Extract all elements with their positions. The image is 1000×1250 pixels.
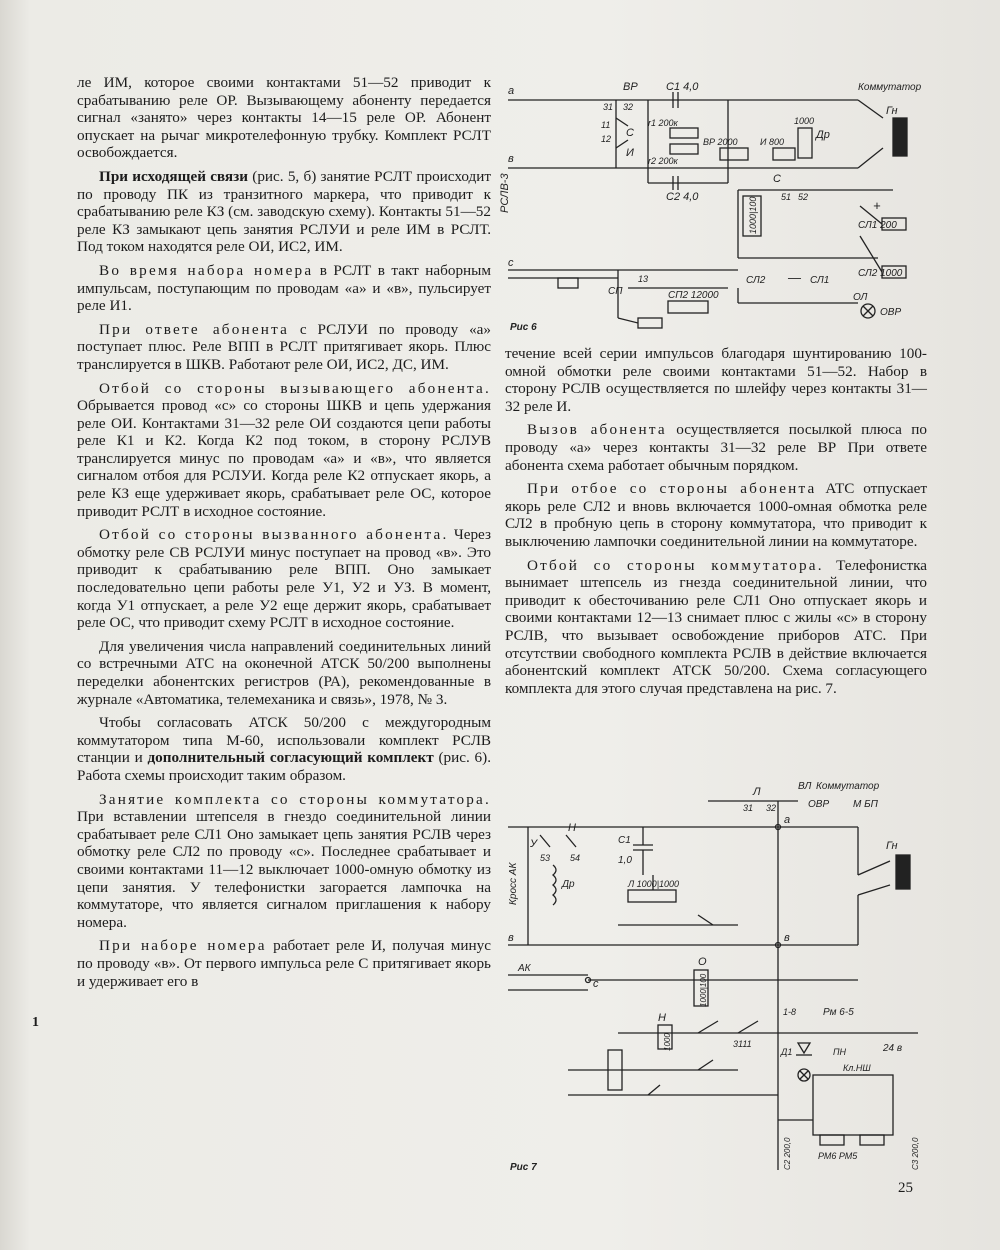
paragraph <box>77 714 491 784</box>
fig6-label-a: а <box>508 85 515 97</box>
fig6-label-vr: ВР <box>623 81 638 93</box>
fig7-label-o1000: 1000|100 <box>699 973 708 1007</box>
fig6-label-c-relay: 1000|100 <box>748 196 758 234</box>
paragraph-text: с РСЛУИ по проводу «а» поступает плюс. Реле ВПП в РСЛТ притягивает якорь. Плюс транслируется в ШКВ. Работают реле ОИ, ИС2, ДС, ИМ. <box>77 320 492 373</box>
paragraph <box>505 421 927 474</box>
page-number: 25 <box>898 1180 913 1196</box>
fig7-label-n: Н <box>568 822 576 834</box>
fig6-label-b: в <box>508 153 514 165</box>
spaced-lead: Отбой со стороны вызывающего абонента. <box>99 379 491 397</box>
paragraph-text: Телефонистка вынимает штепсель из гнезда соединительной линии, что приводит к обесточиванию реле СЛ1 Оно отпускает якорь и своими контактами 12—13 снимает плюс с жилы «с» в сторону РСЛВ, что вызывает освобождение приборов АТС. При отсутствии свободного комплекта РСЛВ в действие включается абонентский комплект АТСК 50/200. Схема согласующего комплекта для этого случая представлена на рис. 7. <box>505 556 927 697</box>
fig7-label-b: в <box>784 932 790 944</box>
fig6-label-13: 13 <box>638 274 649 284</box>
fig6-label-c2: С2 4,0 <box>666 191 699 203</box>
paragraph-text: АТС отпускает якорь реле СЛ2 и вновь включается 1000-омная обмотка реле СЛ2 в пробную цепь в сторону коммутатора, что приводит к выключению лампочки соединительной линии на коммутаторе. <box>505 480 927 550</box>
paragraph <box>77 262 491 315</box>
fig7-caption: Рис 7 <box>510 1162 537 1173</box>
spaced-lead: Отбой со стороны коммутатора. <box>527 556 824 574</box>
fig7-label-24v: 24 в <box>883 1043 903 1054</box>
fig7-label-c1v: 1,0 <box>618 855 632 866</box>
fig7-label-53: 53 <box>540 853 551 863</box>
fig7-label-18: 1-8 <box>783 1007 797 1017</box>
spaced-lead: Занятие комплекта со стороны коммутатора. <box>99 790 491 808</box>
paragraph: Для увеличения числа направлений соединительных линий со встречными АТС на оконечной АТСК 50/200 выполнены переделки абонентских регистров (РА), рекомендованные в журнале «Автоматика, телемеханика и связь», 1978, № 3. <box>77 637 491 708</box>
fig7-label-rm: Рм 6-5 <box>823 1007 854 1018</box>
paragraph-text: (рис. 6). Работа схемы происходит таким образом. <box>77 749 491 784</box>
paragraph: ле ИМ, которое своими контактами 51—52 приводит к срабатыванию реле ОР. Вызывающему абоненту передается сигнал «занято» через контакты 14—15 реле ОР. Абонент опускает на рычаг микротелефонную трубку. Комплект РСЛТ освобождается. <box>77 74 491 162</box>
fig7-label-32: 32 <box>766 803 777 813</box>
fig7-label-mbp: М БП <box>853 799 878 810</box>
fig6-label-sl2-1000: СЛ2 1000 <box>858 268 903 279</box>
fig7-label-rm6: РМ6 РМ5 <box>818 1151 858 1161</box>
fig6-label-c-mid: С <box>773 173 781 185</box>
paragraph-text: Чтобы согласовать АТСК 50/200 с междугородным коммутатором типа М-60, использовали комплект РСЛВ станции и <box>77 714 491 767</box>
fig6-label-rslv: РСЛВ-3 <box>499 173 511 213</box>
fig7-label-a: а <box>784 814 791 826</box>
paragraph-text: Обрывается провод «с» со стороны ШКВ и цепь удержания реле ОИ. Контактами 31—32 реле ОИ создаются цепи работы реле К1 и К2. Когда К2 под током, в сторону РСЛУВ транслируется минус по проводам «а» и «в», что является сигналом отбоя для РСЛУИ. Когда реле К2 отпускает якорь, а реле КЗ еще удерживает якорь, срабатывает реле ОС, которое приводит РСЛТ в исходное состояние. <box>77 397 491 520</box>
fig7-label-s3200: С3 200,0 <box>911 1137 920 1170</box>
fig7-label-kl: Кл.НШ <box>843 1063 871 1073</box>
fig7-label-kommutator: Коммутатор <box>816 781 880 792</box>
fig6-label-sp: СП <box>608 286 623 297</box>
fig7-label-l: Л <box>753 786 761 798</box>
paragraph-text: При вставлении штепселя в гнездо соединительной линии срабатывает реле СЛ1 Оно замыкает цепь занятия РСЛВ через обмотку реле СЛ2 по проводу «с». Последнее срабатывает и своими контактами 11—12 выключает 1000-омную обмотку из цепи занятия. У телефонистки загорается лампочка на коммутаторе, что является сигналом приглашения к набору номера. <box>77 808 491 931</box>
spaced-lead: При наборе номера <box>99 937 267 955</box>
fig6-label-vr-res: ВР 2000 <box>703 137 738 147</box>
fig6-label-c-top: С <box>626 127 634 139</box>
fig6-label-sl1-200: СЛ1 200 <box>858 220 897 231</box>
fig6-label-r1: r1 200к <box>648 118 678 128</box>
fig6-label-i: И <box>626 147 634 159</box>
fig6-label-dr: Др <box>816 129 830 141</box>
fig7-label-gn: Гн <box>886 840 898 852</box>
fig7-label-c: с <box>593 978 599 990</box>
fig7-label-dr: Др <box>562 879 575 890</box>
fig6-label-32: 32 <box>623 102 634 112</box>
fig6-label-51: 51 <box>781 192 792 202</box>
fig7-label-ovr: ОВР <box>808 799 830 810</box>
fig6-label-11: 11 <box>601 120 611 130</box>
fig6-caption: Рис 6 <box>510 322 537 333</box>
fig7-label-pn: ПН <box>833 1047 847 1057</box>
fig6-label-i-res: И 800 <box>760 137 784 147</box>
paragraph-text: в РСЛТ в такт наборным импульсам, поступающим по проводам «а» и «в», пульсирует реле И1. <box>77 261 491 315</box>
fig7-label-n-small: Н <box>658 1012 666 1024</box>
paragraph <box>77 321 491 374</box>
spaced-lead: При ответе абонента <box>99 320 290 338</box>
fig6-label-gn: Гн <box>886 105 898 117</box>
bold-term: дополнительный согласующий комплект <box>147 749 434 767</box>
fig6-label-minus: — <box>788 270 801 285</box>
fig7-label-3111: 3111 <box>733 1039 752 1049</box>
fig7-label-l1000: Л 1000|1000 <box>628 879 680 889</box>
paragraph-text: осуществляется посылкой плюса по проводу «а» через контакты 31—32 реле ВР При ответе абонента схема работает обычным порядком. <box>505 421 927 474</box>
fig7-label-c2200: С2 200,0 <box>783 1137 792 1170</box>
figure-6-schematic <box>498 78 928 340</box>
paragraph <box>77 168 491 256</box>
fig6-label-sp2: СП2 12000 <box>668 290 719 301</box>
fig7-label-kross: Кросс АК <box>508 862 519 905</box>
fig6-label-plus: + <box>873 198 881 213</box>
paragraph <box>77 937 491 990</box>
fig6-label-ol: ОЛ <box>853 292 868 303</box>
fig7-label-54: 54 <box>570 853 581 863</box>
paragraph-text: (рис. 5, б) занятие РСЛТ происходит по проводу ПК из транзитного маркера, что приводит к срабатыванию реле КЗ (см. заводскую схему). Контакты 51—52 реле КЗ замыкают цепь занятия РСЛУИ и реле ИМ в РСЛТ. Под током находятся реле ОИ, ИС2, ИМ. <box>77 167 491 256</box>
bold-lead: При исходящей связи <box>99 167 249 185</box>
fig6-label-r2: r2 200к <box>648 156 678 166</box>
paragraph-text: работает реле И, получая минус по проводу «в». От первого импульса реле С притягивает якорь и удерживает его в <box>77 937 492 990</box>
paragraph <box>505 557 927 698</box>
paragraph <box>77 791 491 932</box>
fig6-label-52: 52 <box>798 192 809 202</box>
fig7-label-o: О <box>698 956 707 968</box>
fig6-label-sl2: СЛ2 <box>746 275 766 286</box>
paragraph <box>77 380 491 521</box>
paragraph: течение всей серии импульсов благодаря шунтированию 100-омной обмотки реле своими контактами 51—52. Набор в сторону РСЛВ осуществляется по шлейфу через контакты 31—32 реле И. <box>505 345 927 415</box>
fig6-label-kommutator: Коммутатор <box>858 82 922 93</box>
fig7-label-ak: АК <box>518 963 531 974</box>
fig6-label-c1: С1 4,0 <box>666 81 699 93</box>
left-text-column <box>77 74 491 990</box>
fig7-label-n1000: 1000 <box>663 1033 672 1051</box>
right-text-column <box>505 345 927 697</box>
spaced-lead: Вызов абонента <box>527 421 667 439</box>
fig7-label-31: 31 <box>743 803 754 813</box>
paragraph <box>505 480 927 550</box>
margin-mark: 1 <box>32 1015 39 1030</box>
fig7-label-c1: С1 <box>618 835 631 846</box>
paragraph <box>77 526 491 632</box>
paragraph-text: Через обмотку реле СВ РСЛУИ минус поступает на провод «в». Это приводит к срабатыванию реле ВПП. Оно замыкает последовательно цепи работы реле У1, У2 и УЗ. В момент, когда У1 отпускает, а реле У2 еще держит якорь, срабатывает реле ОС, что приводит схему РСЛТ в исходное состояние. <box>77 526 491 632</box>
fig6-label-sl1: СЛ1 <box>810 275 830 286</box>
fig6-label-12: 12 <box>601 134 612 144</box>
fig7-label-u: У <box>530 838 538 850</box>
figure-7-schematic <box>498 775 928 1180</box>
spaced-lead: Во время набора номера <box>99 261 314 279</box>
fig7-label-d1: Д1 <box>781 1047 793 1057</box>
fig6-label-c: с <box>508 257 514 269</box>
fig6-label-31: 31 <box>603 102 614 112</box>
spaced-lead: Отбой со стороны вызванного абонента. <box>99 526 449 544</box>
spaced-lead: При отбое со стороны абонента <box>527 480 817 498</box>
fig6-label-ovr: ОВР <box>880 307 902 318</box>
fig7-label-vl: ВЛ <box>798 781 812 792</box>
fig6-label-r1000: 1000 <box>794 116 815 126</box>
fig7-label-b-left: в <box>508 932 514 944</box>
